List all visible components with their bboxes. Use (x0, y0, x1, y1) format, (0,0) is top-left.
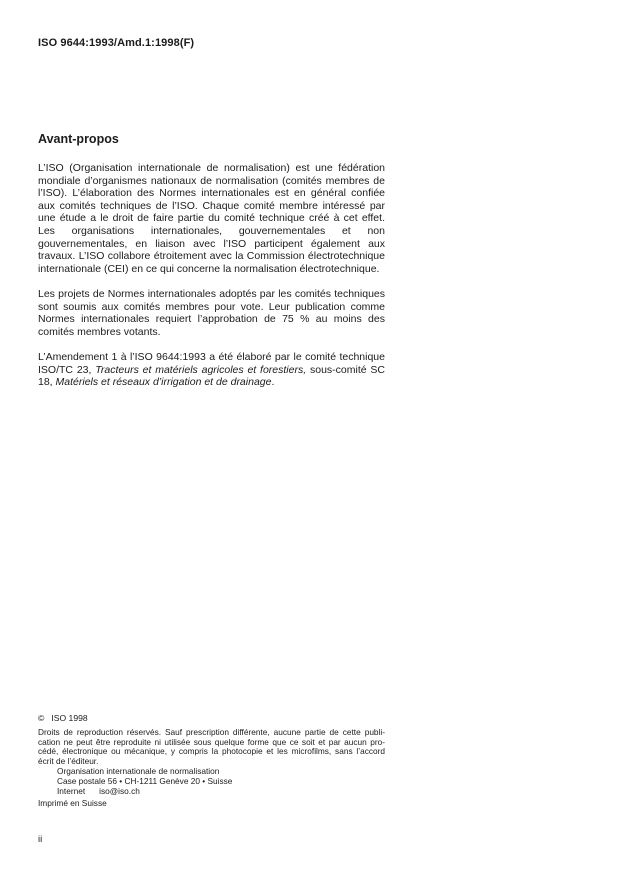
document-reference: ISO 9644:1993/Amd.1:1998(F) (38, 37, 195, 49)
page-number: ii (38, 834, 43, 845)
foreword-paragraph-1: L’ISO (Organisation internationale de normalisation) est une fédération mondiale d’organismes nationaux de normalisation (comités membres de l’ISO). L’élaboration des Normes internationales est en général confiée aux comités techniques de l’ISO. Chaque comité membre intéressé par une étude a le droit de faire partie du comité technique créé à cet effet. Les organisations internationales, gouvernementales et non gouvernementales, en liaison avec l’ISO participent également aux travaux. L’ISO collabore étroitement avec la Commission électrotechnique internationale (CEI) en ce qui concerne la normalisation électrotechnique. (38, 162, 385, 275)
foreword-paragraph-2: Les projets de Normes internationales adoptés par les comités techniques sont soumis aux comités membres pour vote. Leur publication comme Normes internationales requiert l’approbation de 75 % au moins des comités membres votants. (38, 288, 385, 338)
rights-line: Droits de reproduction réservés. Sauf prescription différente, aucune partie de cette publi- (38, 727, 385, 737)
committee-title-italic: Tracteurs et matériels agricoles et forestiers, (95, 363, 307, 376)
paragraph-3-text: sous-comité SC 18, (38, 363, 385, 389)
copyright-symbol: © (38, 713, 45, 723)
foreword-paragraph-3 (38, 351, 385, 389)
subcommittee-title-italic: Matériels et réseaux d’irrigation et de drainage (55, 376, 272, 389)
rights-line: écrit de l’éditeur. (38, 755, 99, 766)
internet-label: Internet (57, 786, 86, 796)
printed-in-notice: Imprimé en Suisse (38, 798, 107, 808)
paragraph-3-text: L’Amendement 1 à l’ISO 9644:1993 a été élaboré par le comité technique ISO/TC 23, (38, 351, 385, 376)
publisher-internet-line (57, 786, 232, 796)
rights-line: cédé, électronique ou mécanique, y compris la photocopie et les microfilms, sans l’accord (38, 746, 385, 756)
internet-email: iso@iso.ch (99, 786, 140, 796)
paragraph-3-text: . (271, 376, 275, 389)
copyright-year: ISO 1998 (51, 713, 88, 723)
publisher-name: Organisation internationale de normalisation (57, 766, 220, 776)
reproduction-rights-paragraph (38, 728, 385, 766)
foreword-heading: Avant-propos (38, 132, 119, 146)
rights-line: cation ne peut être reproduite ni utilisée sous quelque forme que ce soit et par aucun pro- (38, 736, 385, 747)
copyright-notice (38, 713, 88, 723)
publisher-postal-address: Case postale 56 • CH-1211 Genève 20 • Suisse (57, 776, 233, 786)
publisher-address (57, 766, 232, 796)
